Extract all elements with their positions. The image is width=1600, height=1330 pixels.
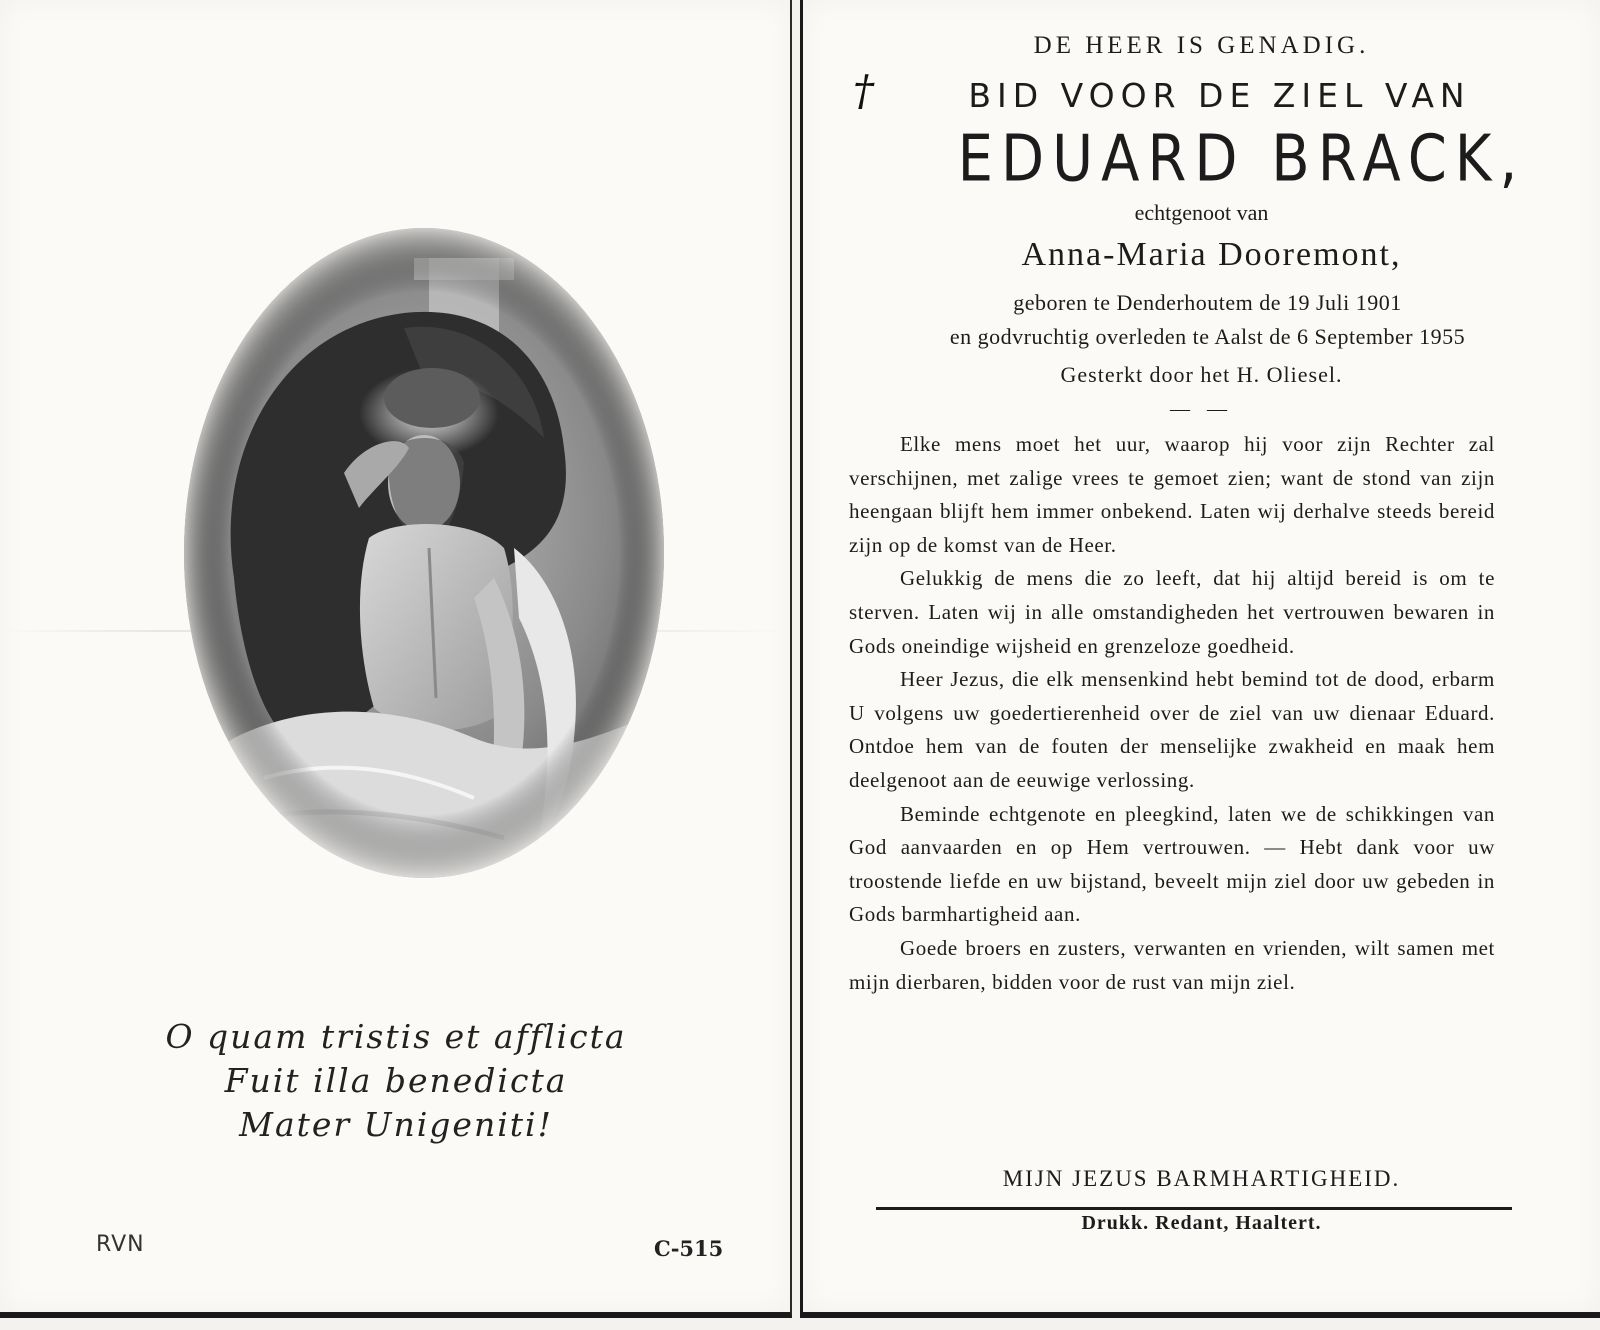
birth-line: geboren te Denderhoutem de 19 Juli 1901 xyxy=(1013,290,1402,315)
paragraph: Beminde echtgenote en pleegkind, laten we de schikkingen van God aanvaarden en op Hem vertrouwen. — Hebt dank voor uw troostende liefde en uw bijstand, beveelt mijn ziel door uw gebeden in Gods barmhartigheid aan. xyxy=(849,801,1495,927)
left-panel xyxy=(0,0,792,1318)
paragraph: Gelukkig de mens die zo leeft, dat hij altijd bereid is om te sterven. Laten wij in alle omstandigheden het vertrouwen bewaren in Gods oneindige wijsheid en grenzeloze goedheid. xyxy=(849,566,1495,658)
verse-line-3: Mater Unigeniti! xyxy=(239,1105,553,1144)
verse-line-1: O quam tristis et afflicta xyxy=(165,1017,627,1056)
card-code: C-515 xyxy=(654,1236,724,1261)
paragraph: Elke mens moet het uur, waarop hij voor zijn Rechter zal verschijnen, met zalige vrees te gemoet zien; want de stond van zijn heengaan blijft hem immer onbekend. Laten wij derhalve steeds bereid zijn op de komst van de Heer. xyxy=(849,432,1495,557)
right-panel xyxy=(800,0,1600,1318)
header-line: DE HEER IS GENADIG. xyxy=(1033,32,1370,59)
latin-verse xyxy=(0,1015,792,1147)
cross-icon: † xyxy=(853,66,874,115)
divider xyxy=(876,1207,1512,1210)
paragraph: Goede broers en zusters, verwanten en vrienden, wilt samen met mijn dierbaren, bidden voor de rust van mijn ziel. xyxy=(849,935,1495,994)
separator: — — xyxy=(1170,398,1233,420)
handwritten-initials: RVN xyxy=(96,1232,145,1257)
printer-credit: Drukk. Redant, Haaltert. xyxy=(1081,1212,1322,1234)
prayer-body xyxy=(849,428,1495,999)
spouse-name: Anna-Maria Dooremont, xyxy=(1021,236,1402,273)
verse-line-2: Fuit illa benedicta xyxy=(224,1061,568,1100)
prayer-line: BID VOOR DE ZIEL VAN xyxy=(968,76,1471,115)
deceased-name: EDUARD BRACK, xyxy=(957,122,1526,197)
paragraph: Heer Jezus, die elk mensenkind hebt bemind tot de dood, erbarm U volgens uw goedertierenheid over de ziel van uw dienaar Eduard. Ontdoe hem van de fouten der menselijke zwakheid en maak hem deelgenoot aan de eeuwige verlossing. xyxy=(849,667,1495,792)
pieta-vignette-image xyxy=(174,218,674,888)
death-line: en godvruchtig overleden te Aalst de 6 September 1955 xyxy=(949,324,1466,349)
spouse-label: echtgenoot van xyxy=(1134,200,1269,225)
motto: MIJN JEZUS BARMHARTIGHEID. xyxy=(1002,1166,1401,1191)
sacrament-line: Gesterkt door het H. Oliesel. xyxy=(1060,362,1343,387)
